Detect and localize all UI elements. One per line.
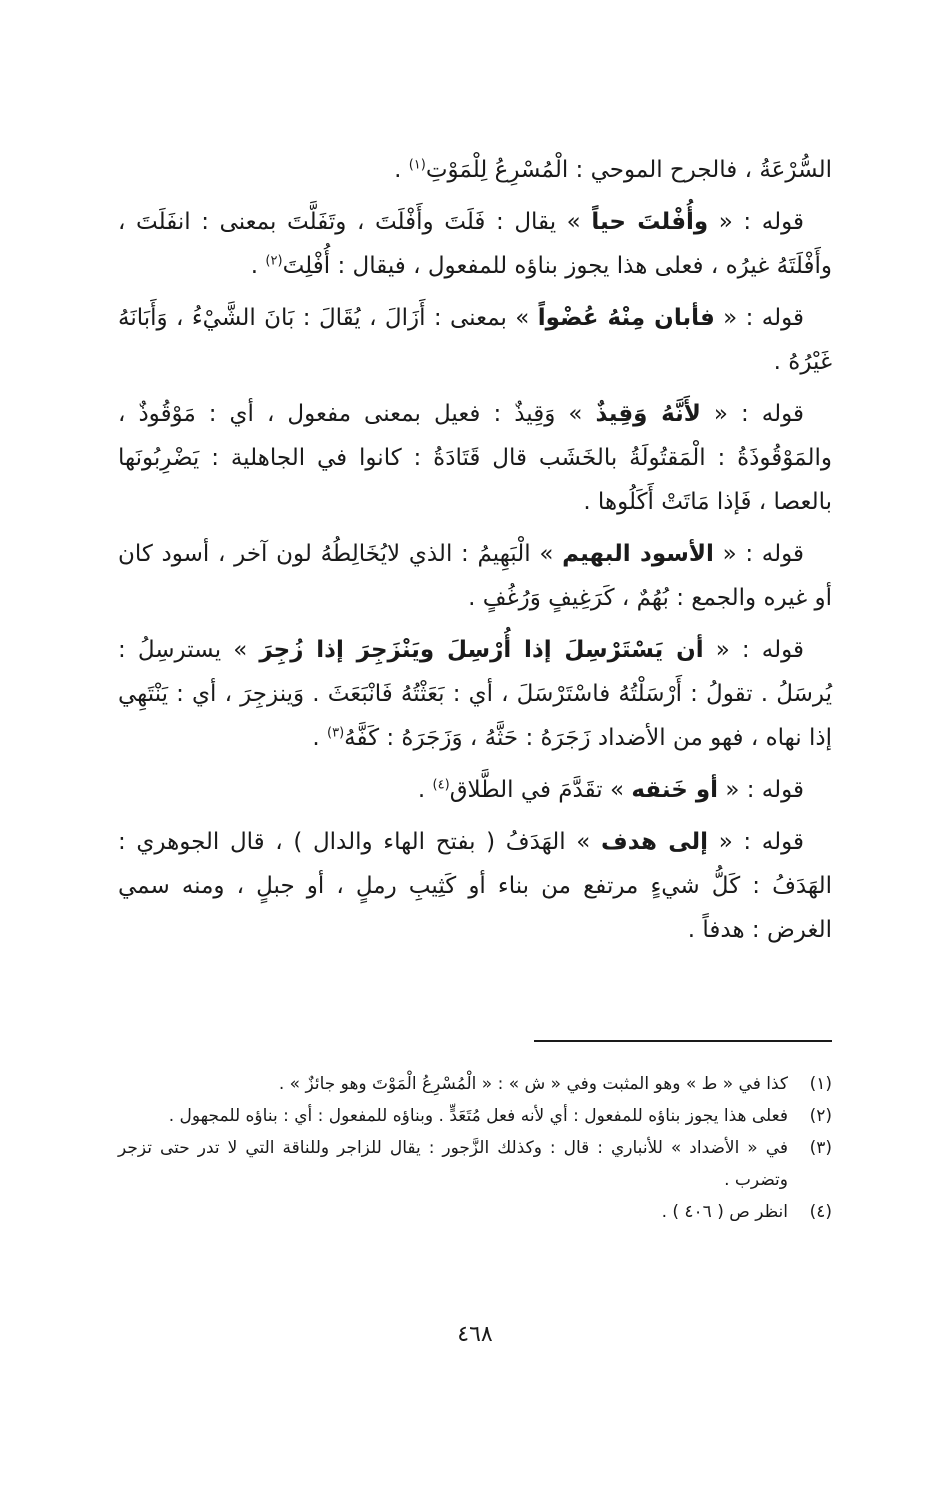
quoted-term: لأَنَّهُ وَقِيذٌ — [595, 401, 701, 427]
footnote-separator — [534, 1040, 832, 1042]
paragraph-text: قوله : « — [700, 401, 804, 427]
paragraph-text: قوله : « — [713, 541, 804, 567]
paragraph-text: » يقال : فَلَتَ وأَفْلَتَ ، وتَفَلَّتَ بمعنى : انفَلَتَ ، وأَفْلَتَهُ غيرُه ، فعلى هذا يجوز بناؤه للمفعول ، فيقال : أُفْلِتَ — [118, 209, 832, 279]
footnote-text: كذا في « ط » وهو المثبت وفي « ش » : « الْمُسْرِعُ الْمَوْتَ وهو جائزٌ » . — [278, 1074, 788, 1094]
paragraph-text: . — [250, 253, 266, 279]
quoted-term: فأبان مِنْهُ عُضْواً — [537, 305, 715, 331]
quoted-term: وأُفْلتَ حياً — [591, 209, 709, 235]
paragraph-text: » يسترسِلُ : يُرسَلُ . تقولُ : أَرْسَلْتُهُ فاسْتَرْسَلَ ، أي : بَعَثْتُهُ فَانْبَعَثَ . وَينزجِرَ ، أي : يَنْتَهِي إذا نهاه ، فهو من الأضداد زَجَرَهُ : حَثَّهُ ، وَزَجَرَهُ : كَفَّهُ — [118, 637, 832, 751]
footnote-ref: (١) — [408, 157, 426, 173]
paragraph-text: » وَقِيذٌ : فعيل بمعنى مفعول ، أي : مَوْقُوذٌ ، والمَوْقُوذَةُ : الْمَقتُولَةُ بالخَشَب قال قَتَادَةُ : كانوا في الجاهلية : يَضْرِبُونَها بالعصا ، فَإذا مَاتَتْ أَكَلُوها . — [118, 401, 832, 515]
paragraph — [118, 768, 832, 812]
footnote — [118, 1068, 832, 1100]
paragraph — [118, 820, 832, 952]
paragraph-text: . — [394, 157, 409, 183]
paragraph-text: » الْبَهِيمُ : الذي لايُخَالِطُهُ لون آخر ، أسود كان أو غيره والجمع : بُهُمٌ ، كَرَغِيفٍ وَرُغُفٍ . — [118, 541, 832, 611]
paragraph-text: » الهَدَفُ ( بفتح الهاء والدال ) ، قال الجوهري : الهَدَفُ : كَلُّ شيءٍ مرتفع من بناء أو كَثِيبِ رملٍ ، أو جبلٍ ، ومنه سمي الغرض : هدفاً . — [118, 829, 832, 943]
page-number: ٤٦٨ — [457, 1322, 493, 1347]
quoted-term: أو خَنقه — [631, 777, 719, 803]
paragraph-text: . — [312, 725, 327, 751]
paragraph — [118, 628, 832, 760]
footnote-ref: (٤) — [432, 777, 450, 793]
paragraph-text: قوله : « — [703, 637, 804, 663]
paragraph-text: قوله : « — [708, 209, 804, 235]
footnote — [118, 1196, 832, 1228]
paragraph — [118, 392, 832, 524]
footnote-number: (١) — [809, 1074, 832, 1094]
footnote — [118, 1132, 832, 1196]
paragraph — [118, 148, 832, 192]
footnote-text: انظر ص ( ٤٠٦ ) . — [661, 1202, 788, 1222]
footnote-number: (٢) — [809, 1106, 832, 1126]
footnote-number: (٤) — [809, 1202, 832, 1222]
quoted-term: إلى هدف — [601, 829, 709, 855]
paragraph-text: » بمعنى : أَزَالَ ، يُقَالَ : بَانَ الشَّيْءُ ، وَأَبَانَهُ غَيْرُهُ . — [118, 305, 832, 375]
footnote-number: (٣) — [809, 1138, 832, 1158]
paragraph — [118, 296, 832, 384]
paragraph-text: قوله : « — [714, 305, 804, 331]
footnotes — [118, 1068, 832, 1228]
footnote — [118, 1100, 832, 1132]
footnote-ref: (٢) — [265, 253, 283, 269]
paragraph-text: السُّرْعَةُ ، فالجرح الموحي : الْمُسْرِعُ لِلْمَوْتِ — [425, 157, 832, 183]
footnote-ref: (٣) — [327, 725, 345, 741]
paragraph — [118, 532, 832, 620]
paragraph-text: » تقَدَّمَ في الطَّلاق — [449, 777, 632, 803]
paragraph — [118, 200, 832, 288]
paragraph-text: . — [417, 777, 433, 803]
footnote-text: فعلى هذا يجوز بناؤه للمفعول : أي لأنه فعل مُتَعَدٍّ . وبناؤه للمفعول : أي : بناؤه للمجهول . — [168, 1106, 788, 1126]
quoted-term: الأسود البهيم — [562, 541, 714, 567]
paragraph-text: قوله : « — [718, 777, 804, 803]
quoted-term: أن يَسْتَرْسِلَ إذا أُرْسِلَ ويَنْزَجِرَ إذا زُجِرَ — [259, 637, 704, 663]
footnote-text: في « الأضداد » للأنباري : قال : وكذلك الزَّجور : يقال للزاجر وللناقة التي لا تدر حتى تزجر وتضرب . — [118, 1138, 788, 1190]
paragraph-text: قوله : « — [708, 829, 804, 855]
main-text — [118, 148, 832, 960]
